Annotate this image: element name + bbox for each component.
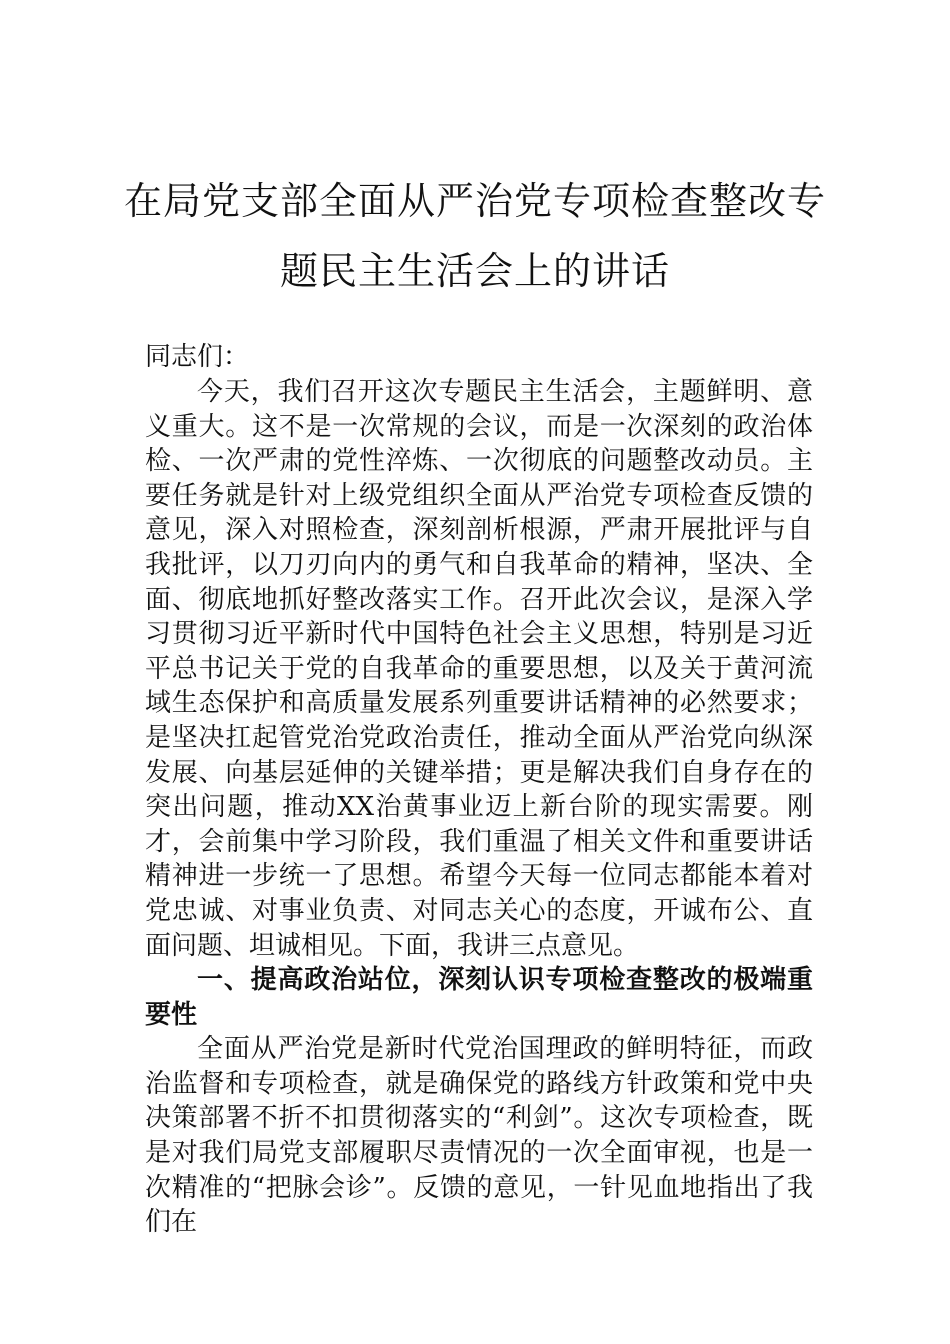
section-1-heading: 一、提高政治站位，深刻认识专项检查整改的极端重要性 (145, 965, 813, 1030)
document-title-line-1: 在局党支部全面从严治党专项检查整改专 (123, 179, 826, 223)
salutation: 同志们： (145, 342, 250, 372)
document-body (145, 375, 813, 1240)
document-title-line-2: 题民主生活会上的讲话 (279, 249, 670, 293)
paragraph-intro: 今天，我们召开这次专题民主生活会，主题鲜明、意义重大。这不是一次常规的会议，而是一次深刻的政治体检、一次严肃的党性淬炼、一次彻底的问题整改动员。主要任务就是针对上级党组织全面从严治党专项检查反馈的意见，深入对照检查，深刻剖析根源，严肃开展批评与自我批评，以刀刃向内的勇气和自我革命的精神，坚决、全面、彻底地抓好整改落实工作。召开此次会议，是深入学习贯彻习近平新时代中国特色社会主义思想，特别是习近平总书记关于党的自我革命的重要思想，以及关于黄河流域生态保护和高质量发展系列重要讲话精神的必然要求；是坚决扛起管党治党政治责任，推动全面从严治党向纵深发展、向基层延伸的关键举措；更是解决我们自身存在的突出问题，推动XX治黄事业迈上新台阶的现实需要。刚才，会前集中学习阶段，我们重温了相关文件和重要讲话精神进一步统一了思想。希望今天每一位同志都能本着对党忠诚、对事业负责、对同志关心的态度，开诚布公、直面问题、坦诚相见。下面，我讲三点意见。 (145, 377, 813, 961)
paragraph-section-1: 全面从严治党是新时代党治国理政的鲜明特征，而政治监督和专项检查，就是确保党的路线方针政策和党中央决策部署不折不扣贯彻落实的“利剑”。这次专项检查，既是对我们局党支部履职尽责情况的一次全面审视，也是一次精准的“把脉会诊”。反馈的意见，一针见血地指出了我们在 (145, 1034, 813, 1238)
